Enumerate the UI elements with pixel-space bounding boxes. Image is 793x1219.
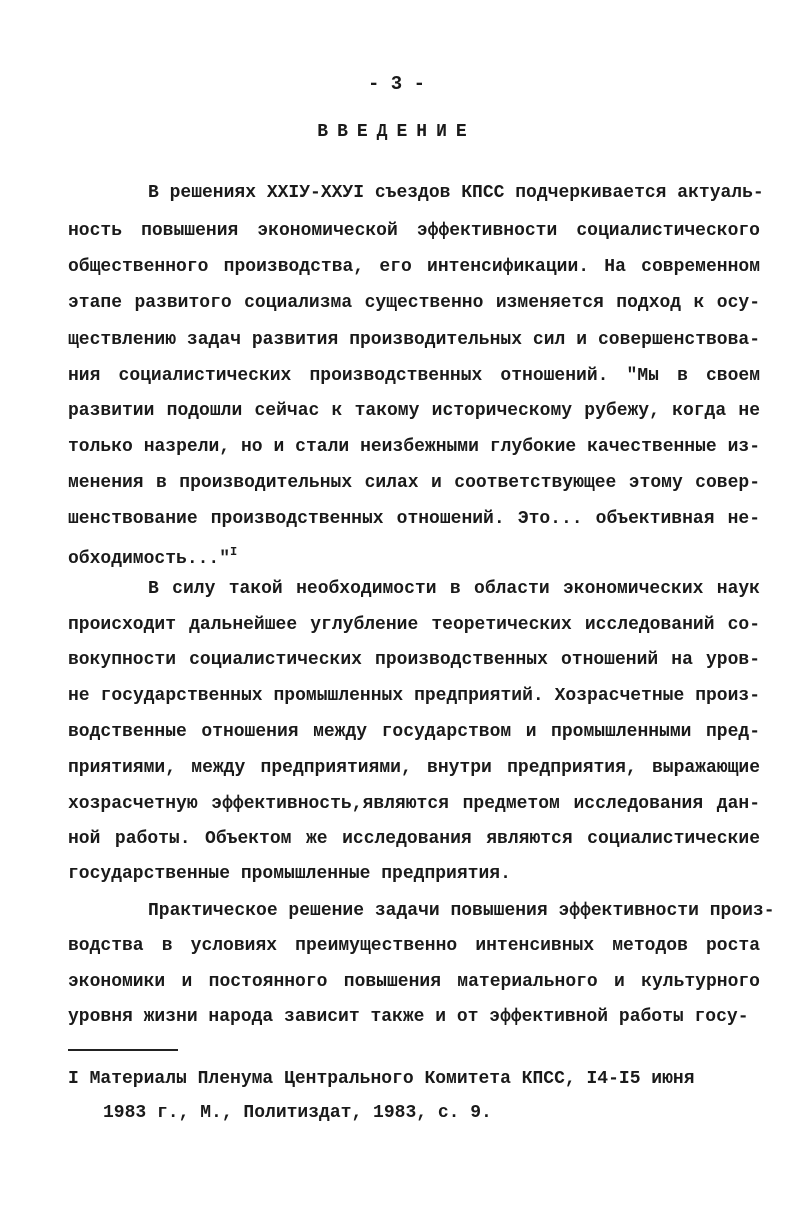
text-line	[68, 365, 760, 387]
text-line-content: происходит дальнейшее углубление теоретических исследований со-	[68, 615, 760, 635]
footnote-divider	[68, 1049, 178, 1051]
text-line-content: этапе развитого социализма существенно изменяется подход к осу-	[68, 293, 760, 313]
text-line	[68, 863, 760, 885]
text-line	[68, 256, 760, 278]
text-line-content: водства в условиях преимущественно интенсивных методов роста	[68, 936, 760, 956]
text-line-content: общественного производства, его интенсификации. На современном	[68, 257, 760, 277]
text-line-content: экономики и постоянного повышения материального и культурного	[68, 972, 760, 992]
text-line	[68, 292, 760, 314]
text-line-content: В силу такой необходимости в области экономических наук	[148, 579, 760, 599]
text-line	[148, 900, 775, 922]
text-line	[68, 971, 760, 993]
text-line	[68, 793, 760, 815]
text-line	[68, 685, 760, 707]
text-line	[68, 614, 760, 636]
text-line-content: ния социалистических производственных отношений. "Мы в своем	[68, 366, 760, 386]
text-line-content: уровня жизни народа зависит также и от эффективной работы госу-	[68, 1007, 749, 1027]
text-line	[68, 757, 760, 779]
text-line	[68, 472, 760, 494]
text-line	[68, 828, 760, 850]
text-line	[68, 1006, 760, 1028]
text-line	[68, 400, 760, 422]
text-line	[68, 508, 760, 530]
page-number: - 3 -	[367, 73, 425, 95]
footnote-reference: I	[230, 545, 238, 559]
text-line	[68, 649, 760, 671]
text-line	[68, 721, 760, 743]
text-line-content: водственные отношения между государством и промышленными пред-	[68, 722, 760, 742]
text-line	[68, 541, 760, 570]
text-line	[148, 182, 764, 204]
text-line	[68, 220, 760, 242]
text-line-content: обходимость..."	[68, 549, 231, 569]
text-line-content: не государственных промышленных предприятий. Хозрасчетные произ-	[68, 686, 760, 706]
text-line-content: Практическое решение задачи повышения эффективности произ-	[148, 901, 775, 921]
text-line	[68, 329, 760, 351]
text-line-content: ность повышения экономической эффективности социалистического	[68, 221, 760, 241]
text-line-content: развитии подошли сейчас к такому историческому рубежу, когда не	[68, 401, 760, 421]
text-line	[68, 436, 760, 458]
text-line-content: ной работы. Объектом же исследования являются социалистические	[68, 829, 760, 849]
text-line-content: шенствование производственных отношений. Это... объективная не-	[68, 509, 760, 529]
text-line-content: менения в производительных силах и соответствующее этому совер-	[68, 473, 760, 493]
footnote-line-1: I Материалы Пленума Центрального Комитета КПСС, I4-I5 июня	[68, 1069, 695, 1089]
text-line-content: государственные промышленные предприятия.	[68, 864, 511, 884]
text-line-content: приятиями, между предприятиями, внутри предприятия, выражающие	[68, 758, 760, 778]
text-line-content: вокупности социалистических производственных отношений на уров-	[68, 650, 760, 670]
text-line-content: ществлению задач развития производительных сил и совершенствова-	[68, 330, 760, 350]
text-line	[148, 578, 760, 600]
text-line-content: В решениях XXIУ-XXУI съездов КПСС подчеркивается актуаль-	[148, 183, 764, 203]
text-line-content: хозрасчетную эффективность,являются предметом исследования дан-	[68, 794, 760, 814]
footnote-line-2: 1983 г., М., Политиздат, 1983, с. 9.	[103, 1103, 492, 1123]
section-heading: ВВЕДЕНИЕ	[317, 122, 476, 142]
text-line	[68, 935, 760, 957]
text-line-content: только назрели, но и стали неизбежными глубокие качественные из-	[68, 437, 760, 457]
